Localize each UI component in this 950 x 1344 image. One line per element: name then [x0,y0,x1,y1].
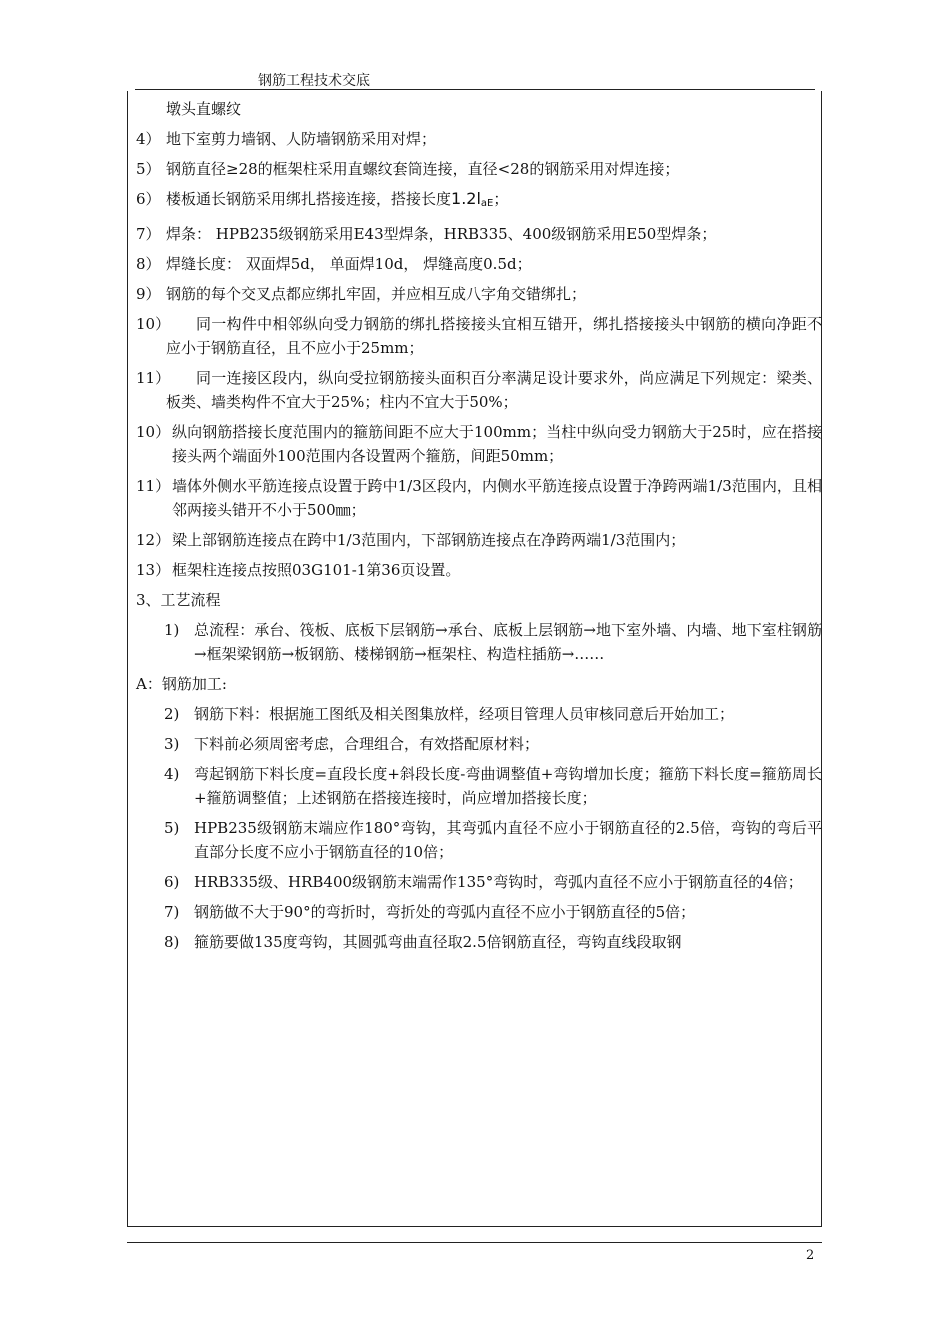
section-heading-process: 3、工艺流程 [136,591,221,609]
processing-item-6 [136,870,822,894]
item-text: 总流程：承台、筏板、底板下层钢筋→承台、底板上层钢筋→地下室外墙、内墙、地下室柱钢筋→框架梁钢筋→板钢筋、楼梯钢筋→框架柱、构造柱插筋→…… [194,621,822,663]
processing-item-8 [136,930,822,954]
item-8 [136,252,822,276]
item-11a [136,366,822,414]
item-text: 焊条： HPB235级钢筋采用E43型焊条，HRB335、400级钢筋采用E50型焊条； [166,225,717,243]
item-number: 2) [164,705,180,723]
item-number: 11） [136,477,171,495]
document-body [136,97,822,954]
processing-item-2 [136,702,822,726]
page-number: 2 [806,1248,815,1263]
item-number: 10） [136,423,171,441]
processing-item-5 [136,816,822,864]
item-text: 钢筋做不大于90°的弯折时，弯折处的弯弧内直径不应小于钢筋直径的5倍； [194,903,696,921]
item-10a [136,312,822,360]
item-5 [136,157,822,181]
item-number: 7） [136,225,161,243]
item-4 [136,127,822,151]
item-number: 5） [136,160,161,178]
continued-line: 墩头直螺纹 [166,100,242,118]
item-number: 4） [136,130,161,148]
processing-item-4 [136,762,822,810]
item-number: 7) [164,903,180,921]
item-13 [136,558,822,582]
item-text [166,187,822,216]
item-9 [136,282,822,306]
footer-rule [127,1242,822,1243]
item-text: 钢筋的每个交叉点都应绑扎牢固，并应相互成八字角交错绑扎； [166,285,587,303]
item-number: 10） [136,315,171,333]
item-text-pre: 楼板通长钢筋采用绑扎搭接连接，搭接长度 [166,190,452,208]
item-text: 钢筋直径≥28的框架柱采用直螺纹套筒连接，直径<28的钢筋采用对焊连接； [166,160,680,178]
item-number: 4) [164,765,180,783]
item-text: HRB335级、HRB400级钢筋末端需作135°弯钩时，弯弧内直径不应小于钢筋直径的4倍； [194,873,803,891]
item-6 [136,187,822,216]
item-10b [136,420,822,468]
item-number: 9） [136,285,161,303]
item-number: 6） [136,190,161,208]
lap-length-subscript: aE [480,198,494,209]
flow-item-1 [136,618,822,666]
item-number: 11） [136,369,171,387]
item-number: 8) [164,933,180,951]
item-number: 5) [164,819,180,837]
item-number: 3) [164,735,180,753]
item-text: 同一连接区段内，纵向受拉钢筋接头面积百分率满足设计要求外，尚应满足下列规定：梁类、板类、墙类构件不宜大于25%；柱内不宜大于50%； [166,369,822,411]
item-text: 下料前必须周密考虑，合理组合，有效搭配原材料； [194,735,540,753]
item-text: 梁上部钢筋连接点在跨中1/3范围内，下部钢筋连接点在净跨两端1/3范围内； [172,531,686,549]
item-number: 13） [136,561,171,579]
item-12 [136,528,822,552]
item-text-post: ； [493,190,509,208]
item-number: 1) [164,621,180,639]
item-text: 框架柱连接点按照03G101-1第36页设置。 [172,561,461,579]
item-text: 纵向钢筋搭接长度范围内的箍筋间距不应大于100mm；当柱中纵向受力钢筋大于25时，应在搭接接头两个端面外100范围内各设置两个箍筋，间距50mm； [172,423,822,465]
item-text: 弯起钢筋下料长度=直段长度+斜段长度-弯曲调整值+弯钩增加长度；箍筋下料长度=箍筋周长+箍筋调整值；上述钢筋在搭接连接时，尚应增加搭接长度； [194,765,822,807]
item-number: 12） [136,531,171,549]
item-7 [136,222,822,246]
item-text: 墙体外侧水平筋连接点设置于跨中1/3区段内，内侧水平筋连接点设置于净跨两端1/3范围内，且相邻两接头错开不小于500㎜； [172,477,822,519]
item-number: 6) [164,873,180,891]
item-text: 地下室剪力墙钢、人防墙钢筋采用对焊； [166,130,437,148]
page-header-title: 钢筋工程技术交底 [258,73,370,89]
item-text: HPB235级钢筋末端应作180°弯钩，其弯弧内直径不应小于钢筋直径的2.5倍，弯钩的弯后平直部分长度不应小于钢筋直径的10倍； [194,819,822,861]
item-text: 同一构件中相邻纵向受力钢筋的绑扎搭接接头宜相互错开，绑扎搭接接头中钢筋的横向净距不应小于钢筋直径，且不应小于25mm； [166,315,822,357]
item-11b [136,474,822,522]
processing-item-3 [136,732,822,756]
item-text: 焊缝长度： 双面焊5d， 单面焊10d， 焊缝高度0.5d； [166,255,532,273]
section-heading-processing: A：钢筋加工: [136,675,227,693]
processing-item-7 [136,900,822,924]
header-rule [135,89,815,90]
item-text: 钢筋下料：根据施工图纸及相关图集放样，经项目管理人员审核同意后开始加工； [194,705,735,723]
item-text: 箍筋要做135度弯钩，其圆弧弯曲直径取2.5倍钢筋直径，弯钩直线段取钢 [194,933,682,951]
item-number: 8） [136,255,161,273]
lap-length-value: 1.2l [451,189,481,208]
